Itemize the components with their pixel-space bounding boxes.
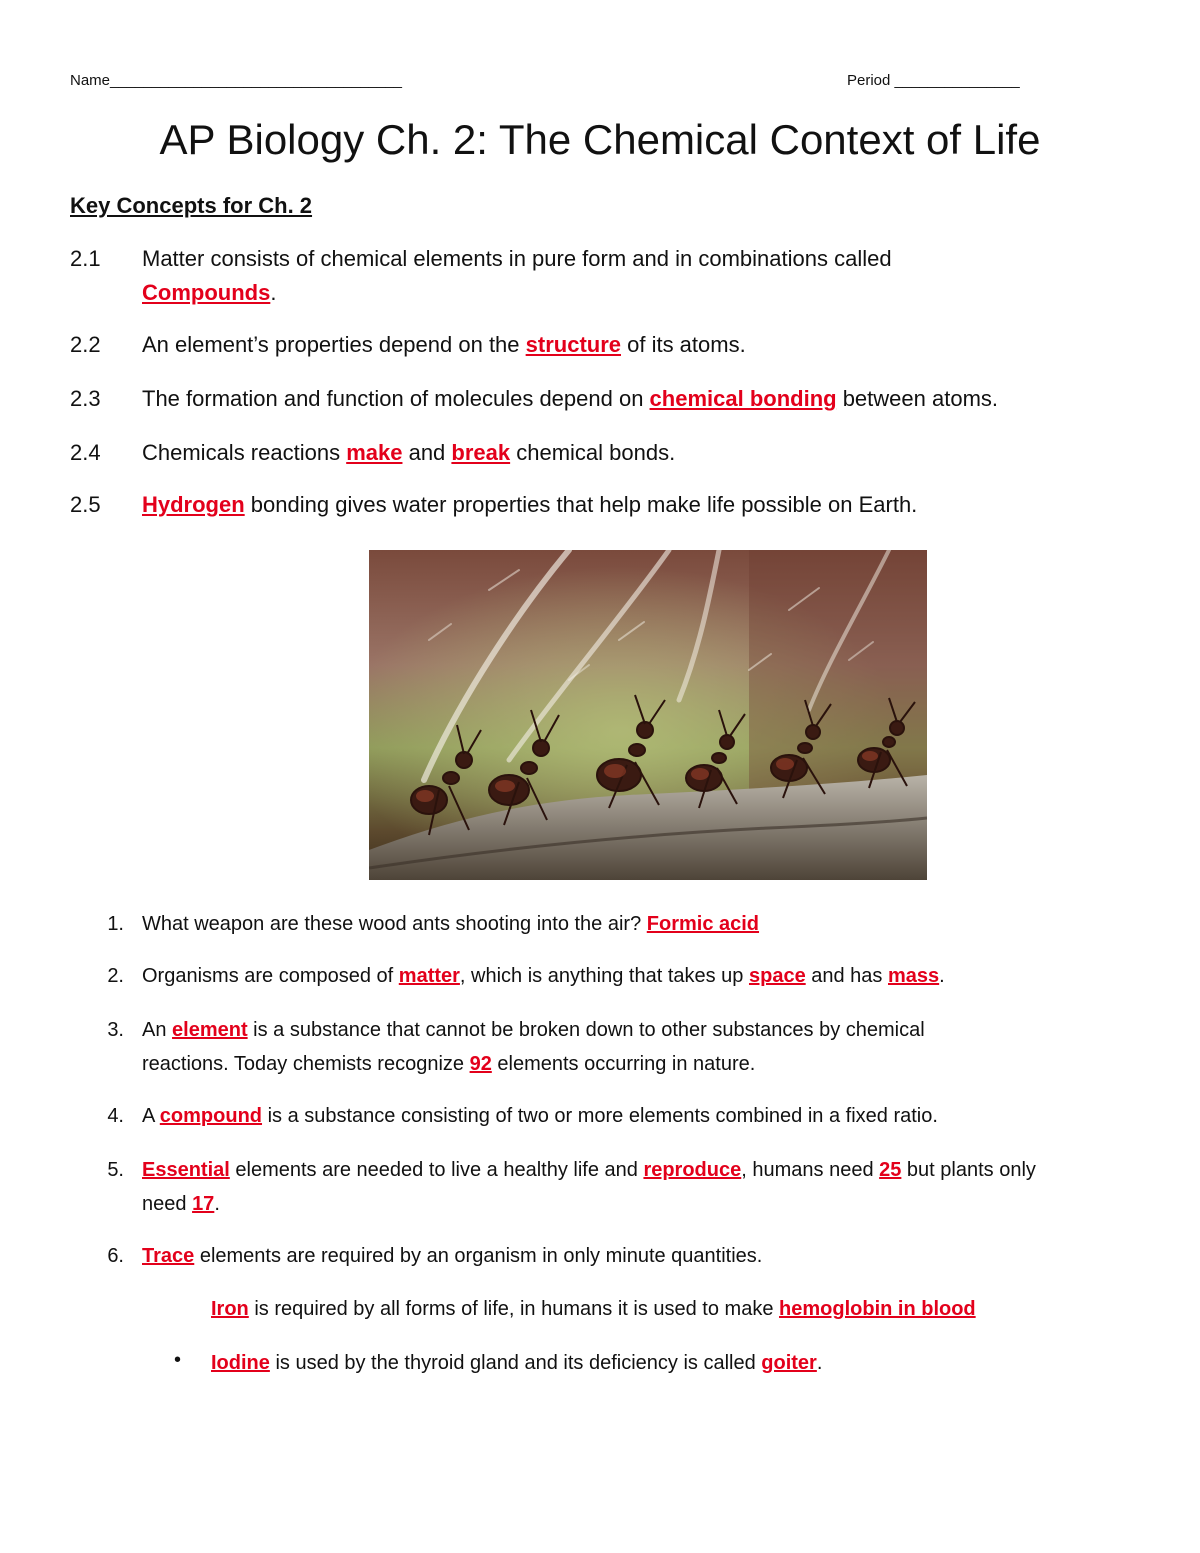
question-number: 4. xyxy=(107,1105,124,1127)
question-text: An xyxy=(142,1019,173,1041)
answer: Trace xyxy=(142,1245,195,1267)
answer: mass xyxy=(888,965,940,987)
concept-text: chemical bonds. xyxy=(510,440,676,465)
answer: structure xyxy=(525,332,621,357)
concept-line xyxy=(142,384,998,414)
answer: Compounds xyxy=(142,280,271,305)
period-field xyxy=(847,72,1020,89)
answer: hemoglobin in blood xyxy=(779,1298,976,1320)
question-text: is a substance consisting of two or more elements combined in a fixed ratio. xyxy=(262,1105,938,1127)
question-text: elements occurring in nature. xyxy=(491,1053,756,1075)
sub-item-iodine xyxy=(211,1349,822,1377)
concept-text: An element’s properties depend on the xyxy=(142,332,526,357)
concept-number: 2.2 xyxy=(70,332,101,357)
concept-number: 2.4 xyxy=(70,440,101,465)
answer: matter xyxy=(398,965,460,987)
answer: space xyxy=(748,965,806,987)
question-text: , which is anything that takes up xyxy=(459,965,749,987)
question-line xyxy=(142,1016,925,1044)
key-concepts-heading: Key Concepts for Ch. 2 xyxy=(70,193,313,218)
answer: break xyxy=(451,440,511,465)
concept-text: Matter consists of chemical elements in pure form and in combinations called xyxy=(142,246,892,271)
question-line xyxy=(142,1050,755,1078)
sub-item-iron xyxy=(211,1295,976,1323)
answer: Iodine xyxy=(211,1352,270,1374)
answer: 92 xyxy=(469,1053,492,1075)
name-field xyxy=(70,72,402,89)
question-line xyxy=(142,1242,762,1270)
question-number: 6. xyxy=(107,1245,124,1267)
question-line xyxy=(142,1102,938,1130)
question-line xyxy=(142,962,945,990)
question-text: . xyxy=(939,965,945,987)
question-text: elements are needed to live a healthy life and xyxy=(229,1159,644,1181)
answer: chemical bonding xyxy=(649,386,837,411)
question-text: need xyxy=(142,1193,193,1215)
wood-ants-photo xyxy=(369,550,927,880)
question-number: 5. xyxy=(107,1159,124,1181)
concept-text: Chemicals reactions xyxy=(142,440,347,465)
concept-line xyxy=(142,490,917,520)
question-text: is used by the thyroid gland and its deficiency is called xyxy=(269,1352,762,1374)
question-number: 3. xyxy=(107,1019,124,1041)
question-number: 1. xyxy=(107,913,124,935)
name-line: ___________________________________ xyxy=(110,72,402,89)
concept-text: bonding gives water properties that help make life possible on Earth. xyxy=(244,492,918,517)
concept-text: between atoms. xyxy=(836,386,999,411)
question-line xyxy=(142,1190,220,1218)
question-text: . xyxy=(214,1193,220,1215)
answer: Essential xyxy=(142,1159,230,1181)
question-text: , humans need xyxy=(741,1159,880,1181)
question-text: elements are required by an organism in only minute quantities. xyxy=(194,1245,763,1267)
concept-number: 2.3 xyxy=(70,386,101,411)
concept-number: 2.5 xyxy=(70,492,101,517)
concept-text: and xyxy=(402,440,452,465)
answer: Hydrogen xyxy=(142,492,245,517)
concept-line xyxy=(142,438,675,468)
question-number: 2. xyxy=(107,965,124,987)
period-line: _______________ xyxy=(894,72,1020,89)
answer: Iron xyxy=(211,1298,249,1320)
concept-line xyxy=(142,330,746,360)
concept-text: The formation and function of molecules depend on xyxy=(142,386,650,411)
question-text: A xyxy=(142,1105,160,1127)
answer: 25 xyxy=(879,1159,902,1181)
question-line xyxy=(142,910,759,938)
page-title: AP Biology Ch. 2: The Chemical Context of Life xyxy=(159,116,1041,163)
bullet-icon: • xyxy=(174,1349,182,1371)
concept-number: 2.1 xyxy=(70,246,101,271)
question-text: and has xyxy=(805,965,888,987)
answer: goiter xyxy=(761,1352,817,1374)
question-text: reactions. Today chemists recognize xyxy=(142,1053,470,1075)
answer: element xyxy=(172,1019,248,1041)
name-label: Name xyxy=(70,72,111,89)
question-text: Organisms are composed of xyxy=(142,965,399,987)
answer: reproduce xyxy=(643,1159,742,1181)
answer: Formic acid xyxy=(646,913,760,935)
question-text: is a substance that cannot be broken down to other substances by chemical xyxy=(247,1019,925,1041)
concept-text: of its atoms. xyxy=(621,332,746,357)
question-text: . xyxy=(816,1352,823,1374)
answer: make xyxy=(346,440,403,465)
answer: 17 xyxy=(192,1193,215,1215)
period-label: Period xyxy=(847,72,891,89)
question-text: What weapon are these wood ants shooting into the air? xyxy=(142,913,647,935)
concept-line xyxy=(142,278,276,308)
answer: compound xyxy=(159,1105,263,1127)
concept-text: . xyxy=(270,280,277,305)
question-line xyxy=(142,1156,1036,1184)
question-text: but plants only xyxy=(901,1159,1036,1181)
question-text: is required by all forms of life, in humans it is used to make xyxy=(248,1298,780,1320)
